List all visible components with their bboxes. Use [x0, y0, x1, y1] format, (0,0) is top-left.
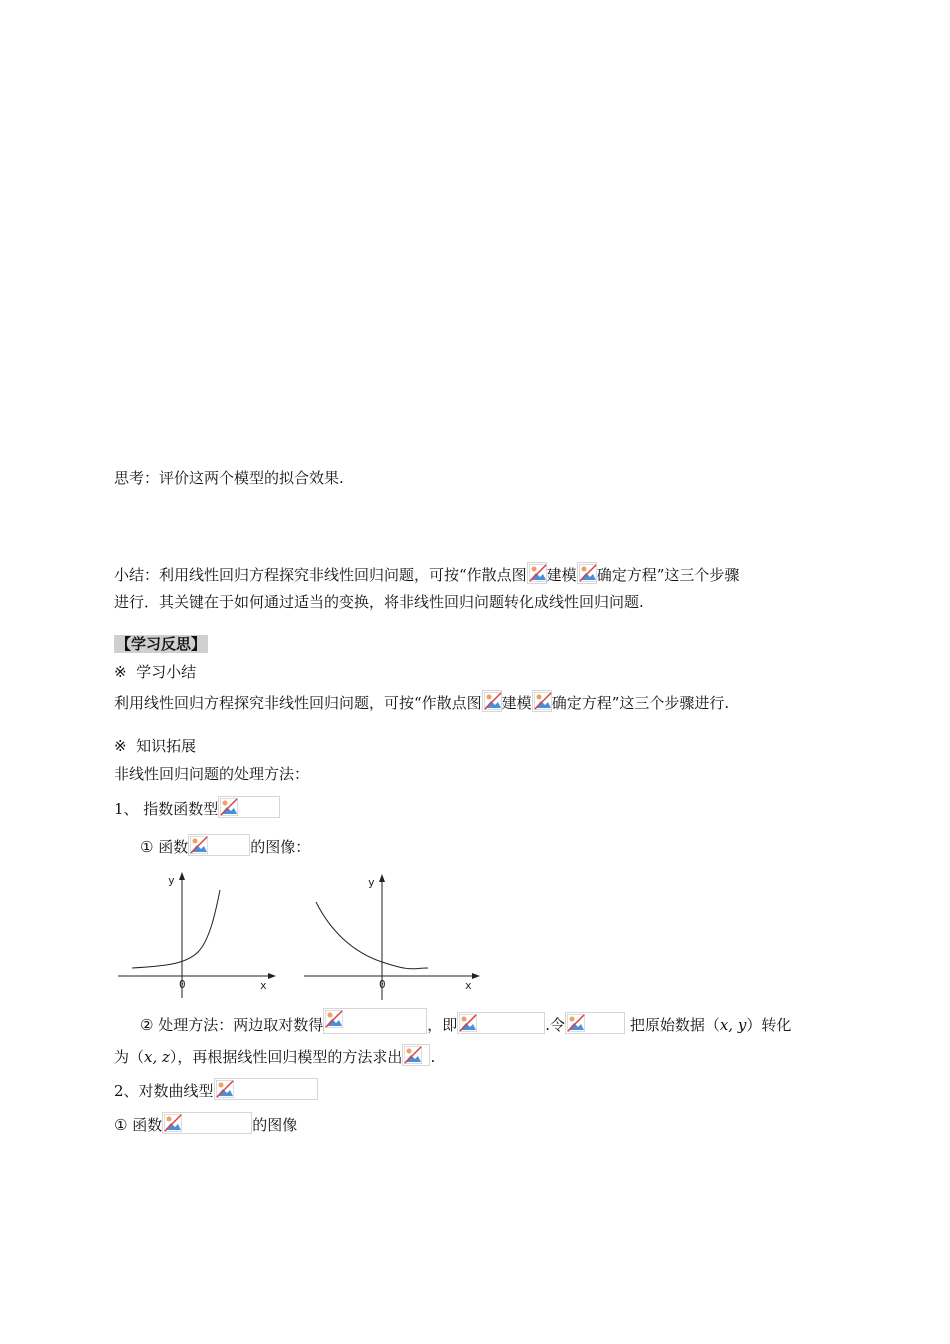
summary-line-1 [114, 562, 739, 585]
item2-sub1-num: ① [114, 1116, 128, 1134]
item1-line [114, 796, 280, 819]
reflection-heading: 【学习反思】 [116, 635, 207, 653]
study-summary-title: 学习小结 [136, 663, 197, 681]
think-text: 思考：评价这两个模型的拟合效果. [114, 469, 344, 487]
item2-sub1-line [114, 1112, 297, 1135]
reflection-heading-line [114, 634, 208, 654]
knowledge-intro: 非线性回归问题的处理方法： [114, 765, 310, 783]
item2-line [114, 1078, 318, 1101]
graph-exponential-decreasing [302, 870, 484, 1000]
graph1-origin-label: 0 [179, 978, 186, 991]
study-summary-title-line [114, 662, 196, 682]
item1-sub1-num: ① [140, 838, 154, 856]
summary-part2: 建模 [546, 566, 577, 584]
study-summary-part2: 建模 [501, 694, 532, 712]
item1-line2-b: ），再根据线性回归模型的方法求出 [169, 1048, 403, 1066]
item1-line2 [114, 1044, 435, 1067]
item2-sub1-a: 函数 [132, 1116, 163, 1134]
item1-sub2-b: ，即 [427, 1016, 458, 1034]
summary-line-2 [114, 592, 644, 612]
broken-image-icon [188, 834, 250, 856]
item1-sub2-xy: x, y [719, 1016, 747, 1034]
broken-image-icon [214, 1078, 318, 1100]
summary-part3: 确定方程”这三个步骤 [596, 566, 740, 584]
summary-line2-text: 进行．其关键在于如何通过适当的变换，将非线性回归问题转化成线性回归问题. [114, 593, 644, 611]
item1-text: 1、 指数函数型 [114, 800, 219, 818]
reference-mark-icon: ※ [114, 663, 127, 681]
item1-sub1-line [140, 834, 310, 857]
broken-image-icon [457, 1012, 545, 1034]
graph1-x-label: x [260, 979, 267, 992]
broken-image-icon [565, 1012, 625, 1034]
broken-image-icon [532, 690, 552, 712]
study-summary-part1: 利用线性回归方程探究非线性回归问题，可按“作散点图 [114, 694, 482, 712]
reference-mark-icon: ※ [114, 737, 127, 755]
broken-image-icon [402, 1044, 430, 1066]
item1-line2-xz: x, z [144, 1048, 170, 1066]
knowledge-intro-line [114, 764, 309, 784]
graph1-y-label: y [168, 874, 175, 887]
broken-image-icon [323, 1008, 427, 1034]
broken-image-icon [577, 562, 597, 584]
item2-sub1-b: 的图像 [252, 1116, 298, 1134]
graph-exponential-increasing [116, 870, 280, 1000]
item1-sub1-a: 函数 [158, 838, 189, 856]
item1-sub2-a: 处理方法：两边取对数得 [158, 1016, 324, 1034]
broken-image-icon [162, 1112, 252, 1134]
graph2-x-label: x [465, 979, 472, 992]
study-summary-part3: 确定方程”这三个步骤进行. [551, 694, 730, 712]
item1-sub2-num: ② [140, 1016, 154, 1034]
broken-image-icon [218, 796, 280, 818]
item1-sub2-c: .令 [545, 1016, 566, 1034]
study-summary-body [114, 690, 729, 713]
item1-line2-c: . [430, 1048, 436, 1066]
knowledge-title-line [114, 736, 196, 756]
item1-sub2-d: 把原始数据（ [629, 1016, 720, 1034]
item2-text: 2、对数曲线型 [114, 1082, 214, 1100]
broken-image-icon [527, 562, 547, 584]
item1-sub2-e: ）转化 [746, 1016, 792, 1034]
broken-image-icon [482, 690, 502, 712]
item1-sub2-line [140, 1008, 791, 1035]
knowledge-title: 知识拓展 [136, 737, 197, 755]
summary-part1: 小结：利用线性回归方程探究非线性回归问题，可按“作散点图 [114, 566, 527, 584]
item1-line2-a: 为（ [114, 1048, 145, 1066]
graph2-origin-label: 0 [379, 978, 386, 991]
item1-sub1-b: 的图像： [250, 838, 311, 856]
graph2-y-label: y [368, 876, 375, 889]
think-line [114, 468, 344, 488]
